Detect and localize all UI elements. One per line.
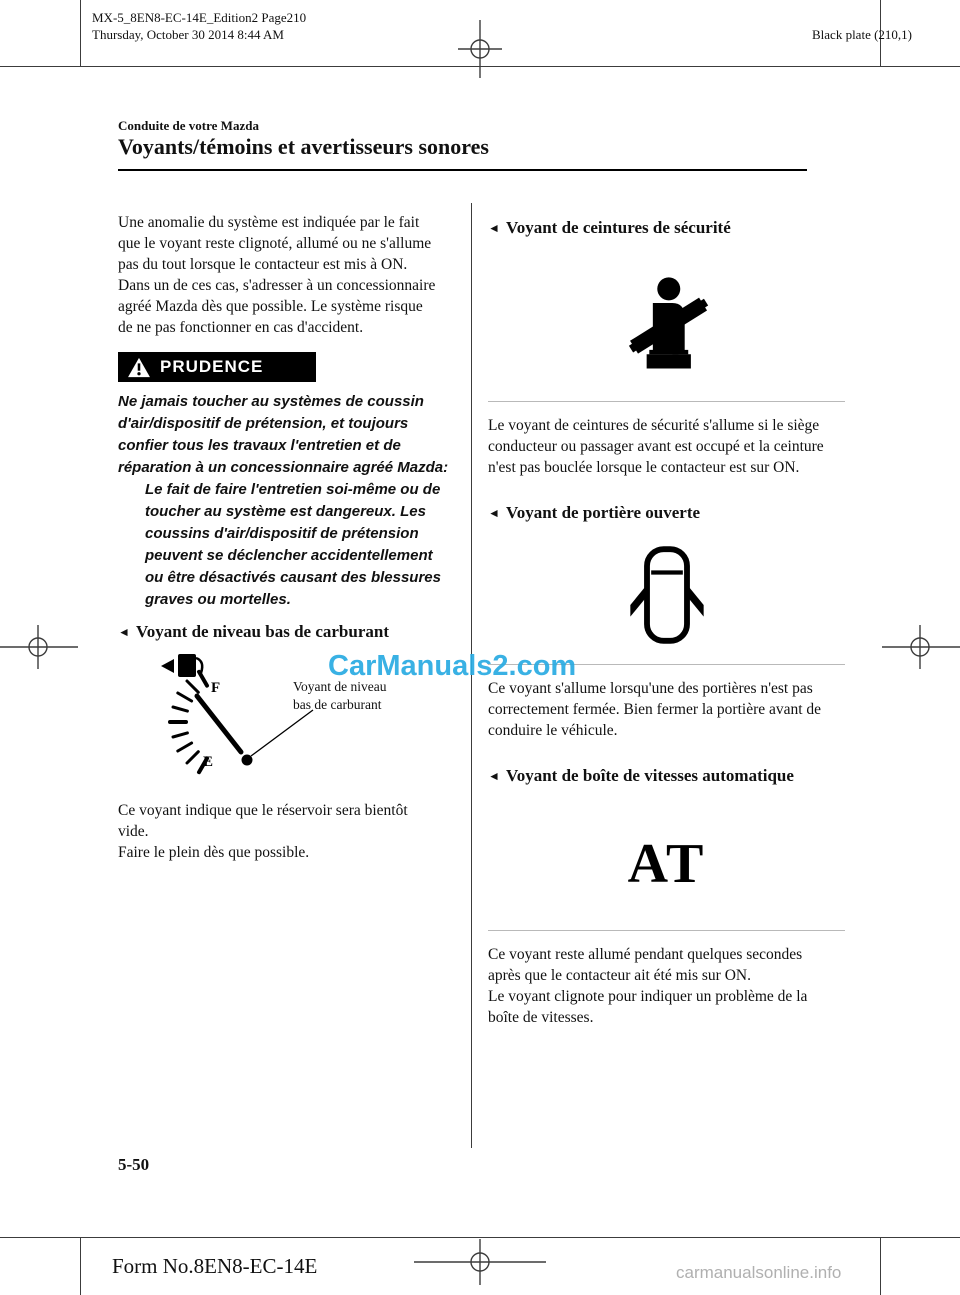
at-warning-heading	[488, 763, 845, 788]
fuel-body-1: Ce voyant indique que le réservoir sera bientôt vide.	[118, 802, 408, 840]
seatbelt-figure	[488, 256, 845, 402]
fuel-callout-line2: bas de carburant	[293, 697, 382, 712]
page-header-doc-info	[92, 9, 306, 43]
caution-label: PRUDENCE	[160, 357, 264, 376]
form-number: Form No.8EN8-EC-14E	[112, 1254, 318, 1278]
registration-mark-bottom-icon	[414, 1239, 546, 1285]
at-warning-heading-label: Voyant de boîte de vitesses automatique	[506, 766, 794, 785]
section-marker-icon: ◄	[488, 506, 500, 520]
seatbelt-icon	[621, 276, 713, 376]
registration-mark-right-icon	[882, 625, 960, 669]
caution-lead-text: Ne jamais toucher au systèmes de coussin d'air/dispositif de prétension, et toujours confier tous les travaux l'entretien et de réparation à un concessionnaire agréé Mazda:	[118, 393, 449, 476]
section-marker-icon: ◄	[488, 769, 500, 783]
gauge-pivot	[242, 755, 253, 766]
fuel-warning-heading-label: Voyant de niveau bas de carburant	[136, 622, 389, 641]
at-paragraph-1: Ce voyant reste allumé pendant quelques secondes après que le contacteur ait été mis sur ON.	[488, 946, 803, 984]
at-indicator-figure	[488, 796, 845, 931]
door-warning-heading	[488, 500, 845, 525]
trim-tick-bottom-left	[80, 1237, 81, 1295]
seatbelt-warning-heading-label: Voyant de ceintures de sécurité	[506, 218, 731, 237]
doc-info-line1: MX-5_8EN8-EC-14E_Edition2 Page210	[92, 10, 307, 25]
fuel-callout-label	[293, 678, 386, 714]
chapter-label: Conduite de votre Mazda	[118, 118, 259, 133]
at-indicator: AT	[627, 833, 706, 895]
door-open-icon	[627, 543, 707, 647]
caution-box	[118, 352, 316, 382]
section-marker-icon: ◄	[488, 221, 500, 235]
gauge-full-label: F	[211, 680, 221, 696]
fuel-body-2: Faire le plein dès que possible.	[118, 844, 310, 861]
gauge-needle	[197, 696, 241, 752]
door-paragraph: Ce voyant s'allume lorsqu'une des portières n'est pas correctement fermée. Bien fermer la portière avant de conduire le véhicule.	[488, 680, 822, 739]
registration-mark-top-icon	[458, 20, 502, 78]
page-title: Voyants/témoins et avertisseurs sonores	[118, 134, 489, 159]
doc-info-line2: Thursday, October 30 2014 8:44 AM	[92, 27, 284, 42]
plate-note: Black plate (210,1)	[812, 27, 912, 42]
caution-body-text: Le fait de faire l'entretien soi-même ou de toucher au système est dangereux. Les coussins d'air/dispositif de prétension peuvent se déclencher accidentellement ou être désactivés causant des blessures graves ou mortelles.	[145, 481, 441, 608]
warning-triangle-icon	[127, 357, 151, 378]
door-open-figure	[488, 533, 845, 665]
page-number: 5-50	[118, 1155, 150, 1174]
registration-mark-left-icon	[0, 625, 78, 669]
site-watermark: carmanualsonline.info	[676, 1263, 842, 1282]
fuel-arrow-icon	[161, 659, 174, 673]
seatbelt-warning-heading	[488, 215, 845, 240]
trim-tick-top-left	[80, 0, 81, 66]
fuel-callout-line1: Voyant de niveau	[293, 679, 387, 694]
at-paragraph-2: Le voyant clignote pour indiquer un problème de la boîte de vitesses.	[488, 988, 808, 1026]
left-column	[118, 205, 458, 863]
right-column	[488, 205, 845, 1028]
gauge-ticks	[170, 672, 207, 772]
gauge-empty-label: E	[203, 754, 214, 770]
watermark: CarManuals2.com	[328, 650, 577, 682]
callout-line	[251, 710, 313, 756]
seatbelt-paragraph: Le voyant de ceintures de sécurité s'allume si le siège conducteur ou passager avant est occupé et la ceinture n'est pas bouclée lorsque le contacteur est sur ON.	[488, 417, 824, 476]
fuel-warning-heading	[118, 619, 458, 644]
trim-tick-bottom-right	[880, 1237, 881, 1295]
trim-line-bottom	[0, 1237, 960, 1238]
intro-paragraph: Une anomalie du système est indiquée par le fait que le voyant reste clignoté, allumé ou ne s'allume pas du tout lorsque le contacteur est mis à ON. Dans un de ces cas, s'adresser à un concessionnaire agréé Mazda dès que possible. Le système risque de ne pas fonctionner en cas d'accident.	[118, 214, 436, 336]
door-warning-heading-label: Voyant de portière ouverte	[506, 503, 701, 522]
section-marker-icon: ◄	[118, 625, 130, 639]
title-rule	[118, 169, 807, 171]
